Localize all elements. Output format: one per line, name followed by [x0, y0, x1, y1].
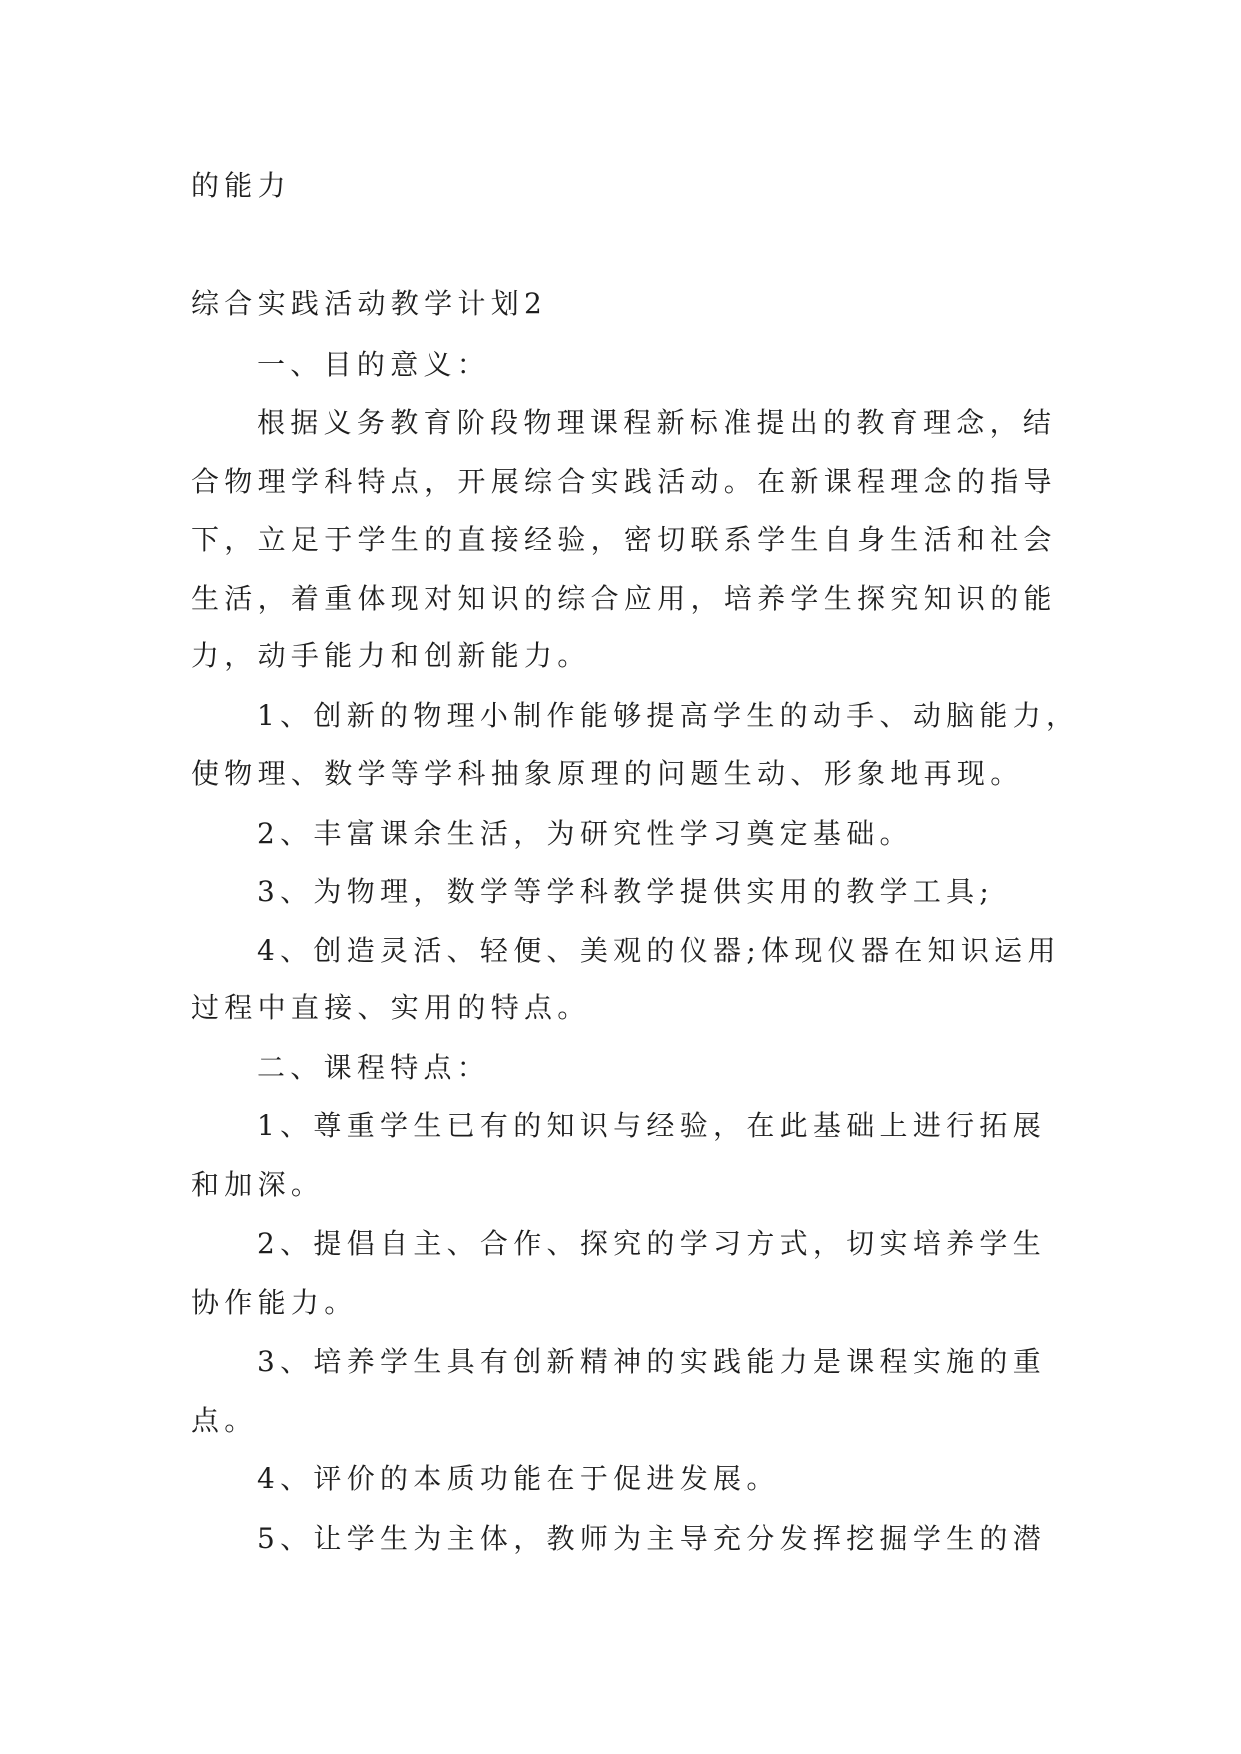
list-item: 3、培养学生具有创新精神的实践能力是课程实施的重: [257, 1345, 1047, 1378]
paragraph-line: 生活，着重体现对知识的综合应用，培养学生探究知识的能: [191, 582, 1057, 615]
paragraph-line: 过程中直接、实用的特点。: [191, 991, 591, 1024]
list-item: 1、创新的物理小制作能够提高学生的动手、动脑能力，: [257, 699, 1080, 732]
section-heading: 二、课程特点：: [257, 1051, 491, 1084]
paragraph-line: 点。: [191, 1404, 258, 1437]
list-item: 2、提倡自主、合作、探究的学习方式，切实培养学生: [257, 1227, 1047, 1260]
paragraph-line: 的能力: [191, 169, 291, 202]
paragraph-line: 和加深。: [191, 1168, 325, 1201]
list-item: 3、为物理，数学等学科教学提供实用的教学工具;: [257, 875, 995, 908]
list-item: 5、让学生为主体，教师为主导充分发挥挖掘学生的潜: [257, 1522, 1047, 1555]
paragraph-line: 力，动手能力和创新能力。: [191, 639, 591, 672]
section-title: 综合实践活动教学计划2: [191, 287, 548, 320]
list-item: 4、创造灵活、轻便、美观的仪器;体现仪器在知识运用: [257, 934, 1061, 967]
paragraph-line: 下，立足于学生的直接经验，密切联系学生自身生活和社会: [191, 523, 1057, 556]
paragraph-line: 合物理学科特点，开展综合实践活动。在新课程理念的指导: [191, 465, 1057, 498]
list-item: 1、尊重学生已有的知识与经验，在此基础上进行拓展: [257, 1109, 1047, 1142]
section-heading: 一、目的意义：: [257, 348, 491, 381]
list-item: 2、丰富课余生活，为研究性学习奠定基础。: [257, 817, 913, 850]
paragraph-line: 根据义务教育阶段物理课程新标准提出的教育理念，结: [257, 406, 1057, 439]
paragraph-line: 使物理、数学等学科抽象原理的问题生动、形象地再现。: [191, 757, 1024, 790]
paragraph-line: 协作能力。: [191, 1286, 358, 1319]
list-item: 4、评价的本质功能在于促进发展。: [257, 1462, 780, 1495]
